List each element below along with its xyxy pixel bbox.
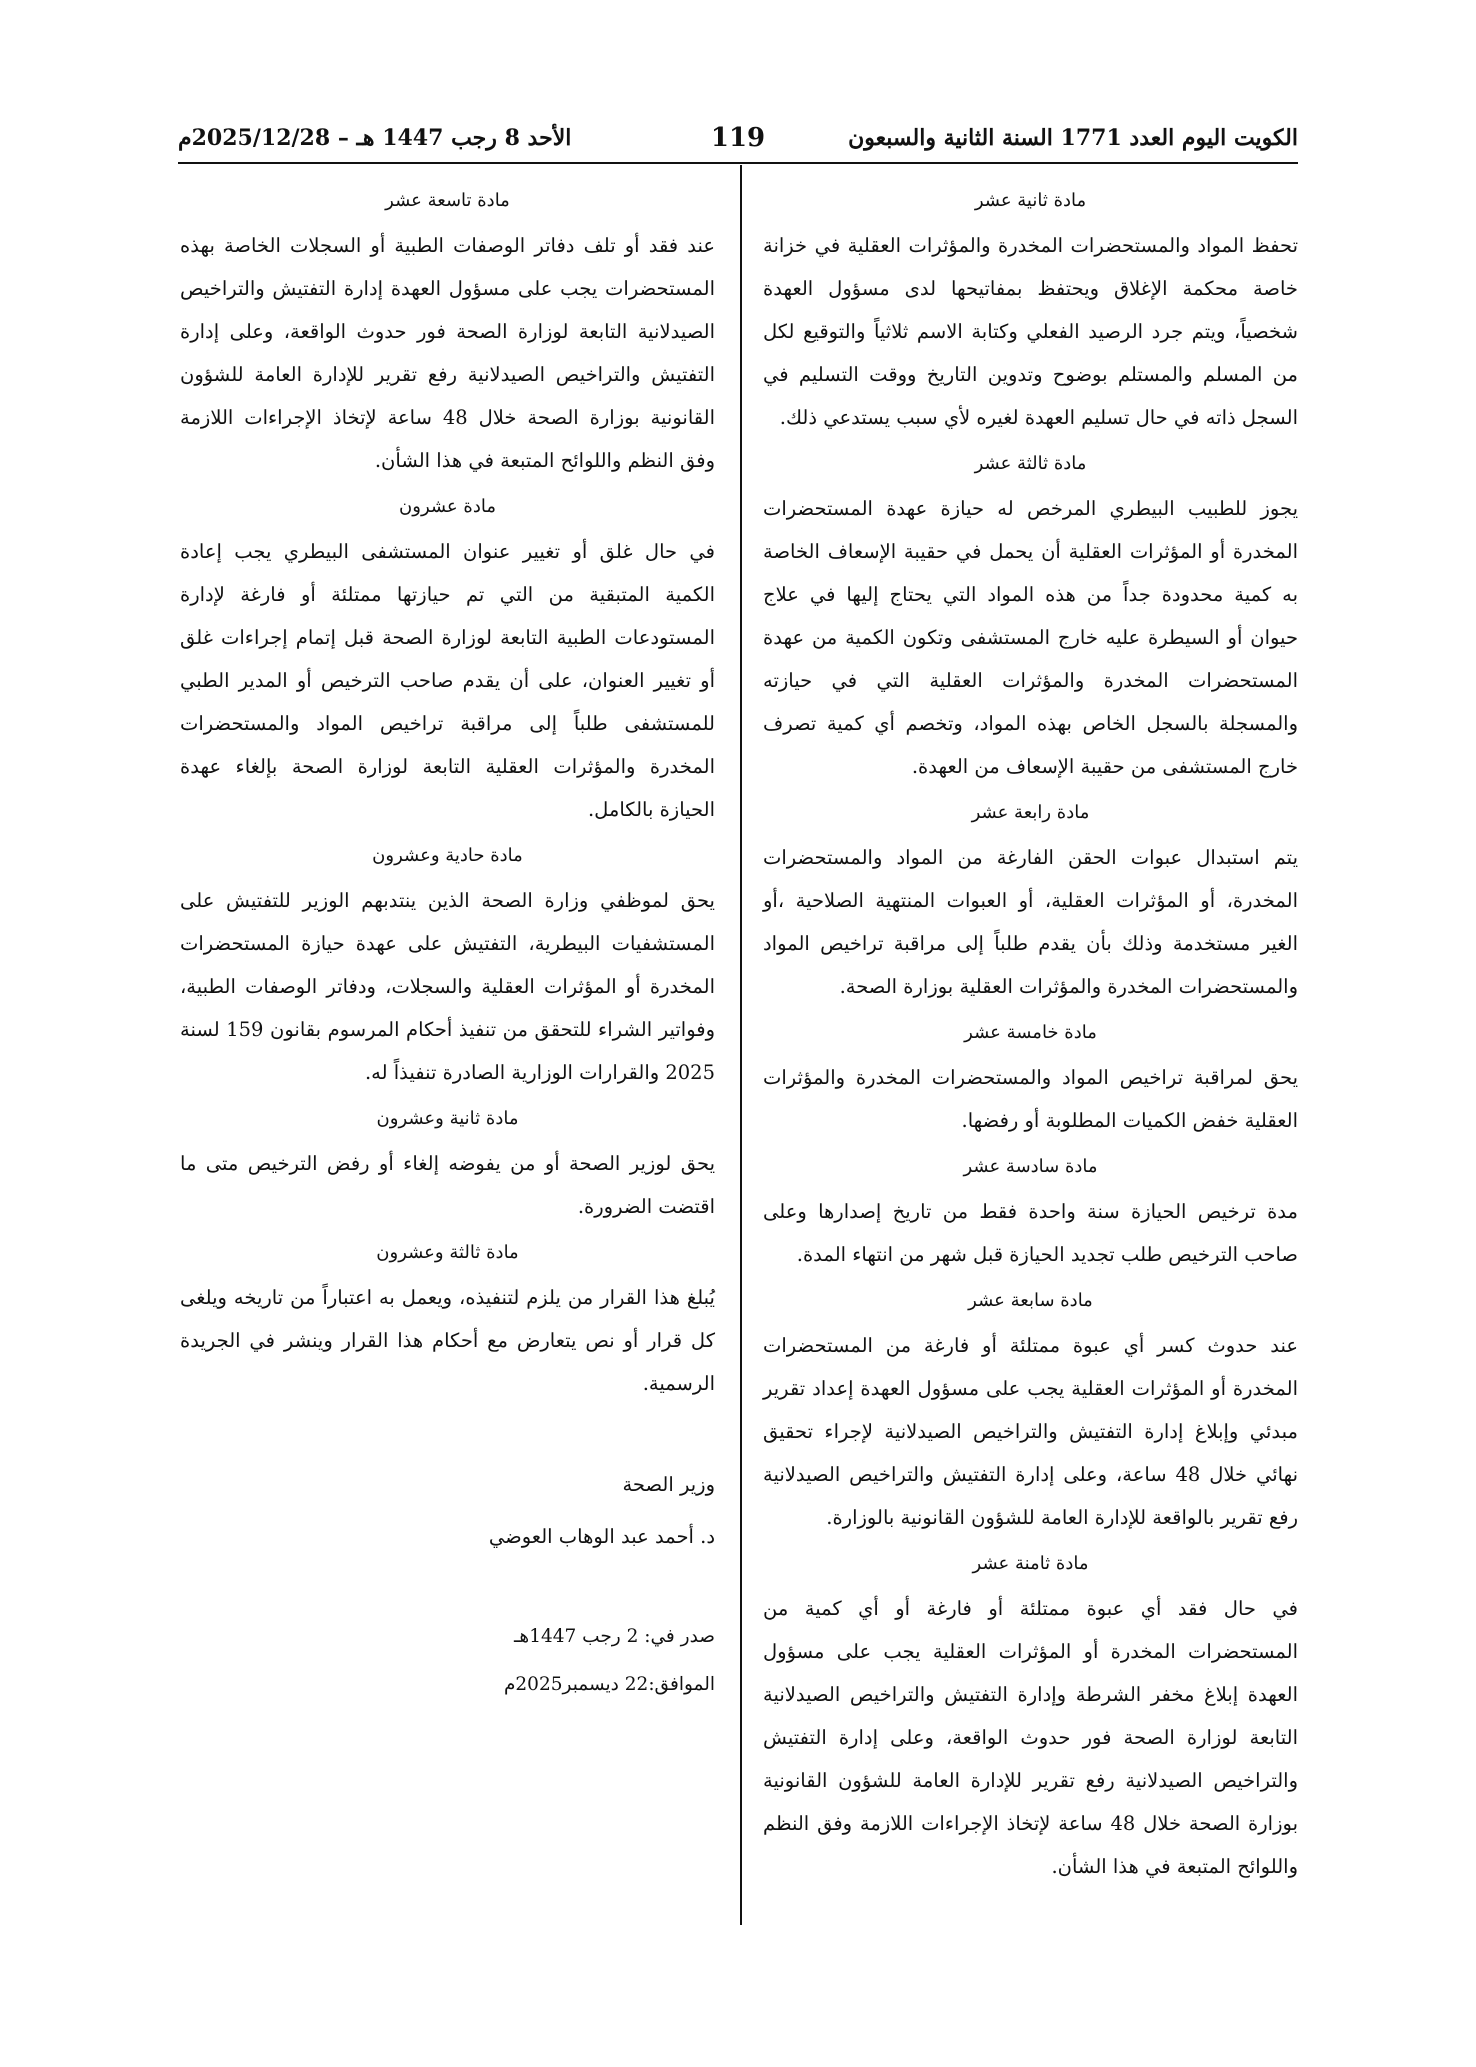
minister-title: وزير الصحة: [622, 1473, 715, 1496]
article-title: مادة تاسعة عشر: [385, 190, 510, 211]
page-number: 119: [710, 123, 766, 153]
page-header: [178, 118, 1298, 158]
article-title: مادة ثالثة عشر: [974, 453, 1087, 474]
right-column: [763, 178, 1298, 1894]
article-13: [763, 445, 1298, 788]
article-body: يُبلغ هذا القرار من يلزم لتنفيذه، ويعمل به اعتباراً من تاريخه ويلغى كل قرار أو نص يتعارض مع أحكام هذا القرار وينشر في الجريدة الرسمية.: [180, 1286, 715, 1395]
article-23: [180, 1234, 715, 1405]
article-body: عند حدوث كسر أي عبوة ممتلئة أو فارغة من المستحضرات المخدرة أو المؤثرات العقلية يجب على مسؤول العهدة إعداد تقرير مبدئي وإبلاغ إدارة التفتيش والتراخيص الصيدلانية لإجراء تحقيق نهائي خلال 48 ساعة، وعلى إدارة التفتيش والتراخيص الصيدلانية رفع تقرير بالواقعة للإدارة العامة للشؤون القانونية بالوزارة.: [763, 1334, 1298, 1529]
article-18: [763, 1545, 1298, 1888]
issued-hijri-date: صدر في: 2 رجب 1447هـ: [514, 1626, 715, 1647]
article-body: يحق لموظفي وزارة الصحة الذين ينتدبهم الوزير للتفتيش على المستشفيات البيطرية، التفتيش على عهدة حيازة المستحضرات المخدرة أو المؤثرات العقلية والسجلات، ودفاتر الوصفات الطبية، وفواتير الشراء للتحقق من تنفيذ أحكام المرسوم بقانون 159 لسنة 2025 والقرارات الوزارية الصادرة تنفيذاً له.: [180, 889, 716, 1084]
article-body: يجوز للطبيب البيطري المرخص له حيازة عهدة المستحضرات المخدرة أو المؤثرات العقلية أن يحمل في حقيبة الإسعاف الخاصة به كمية محدودة جداً من هذه المواد التي يحتاج إليها في علاج حيوان أو السيطرة عليه خارج المستشفى وتكون الكمية من عهدة المستحضرات المخدرة والمؤثرات العقلية التي في حيازته والمسجلة بالسجل الخاص بهذه المواد، وتخصم أي كمية تصرف خارج المستشفى من حقيبة الإسعاف من العهدة.: [763, 497, 1298, 778]
column-divider: [740, 165, 742, 1925]
article-title: مادة سابعة عشر: [968, 1290, 1093, 1311]
article-22: [180, 1100, 715, 1228]
header-issue-info: الكويت اليوم العدد 1771 السنة الثانية والسبعون: [848, 125, 1298, 151]
article-title: مادة ثامنة عشر: [972, 1553, 1089, 1574]
article-17: [763, 1282, 1298, 1539]
article-16: [763, 1148, 1298, 1276]
header-date: الأحد 8 رجب 1447 هـ – 2025/12/28م: [178, 125, 572, 151]
left-column: [180, 178, 715, 1709]
article-body: مدة ترخيص الحيازة سنة واحدة فقط من تاريخ إصدارها وعلى صاحب الترخيص طلب تجديد الحيازة قبل شهر من انتهاء المدة.: [763, 1200, 1298, 1266]
article-title: مادة رابعة عشر: [971, 802, 1090, 823]
article-12: [763, 182, 1298, 439]
minister-name: د. أحمد عبد الوهاب العوضي: [488, 1525, 715, 1548]
issued-gregorian-date: الموافق:22 ديسمبر2025م: [503, 1674, 715, 1695]
article-title: مادة خامسة عشر: [964, 1022, 1097, 1043]
article-21: [180, 837, 715, 1094]
issue-date-block: [180, 1613, 715, 1709]
article-title: مادة ثانية عشر: [974, 190, 1087, 211]
header-rule: [178, 162, 1298, 164]
article-title: مادة ثالثة وعشرون: [376, 1242, 519, 1263]
article-body: عند فقد أو تلف دفاتر الوصفات الطبية أو السجلات الخاصة بهذه المستحضرات يجب على مسؤول العهدة إدارة التفتيش والتراخيص الصيدلانية التابعة لوزارة الصحة فور حدوث الواقعة، وعلى إدارة التفتيش والتراخيص الصيدلانية رفع تقرير للإدارة العامة للشؤون القانونية بوزارة الصحة خلال 48 ساعة لإتخاذ الإجراءات اللازمة وفق النظم واللوائح المتبعة في هذا الشأن.: [180, 234, 715, 472]
article-body: في حال فقد أي عبوة ممتلئة أو فارغة أو أي كمية من المستحضرات المخدرة أو المؤثرات العقلية يجب على مسؤول العهدة إبلاغ مخفر الشرطة وإدارة التفتيش والتراخيص الصيدلانية التابعة لوزارة الصحة فور حدوث الواقعة، وعلى إدارة التفتيش والتراخيص الصيدلانية رفع تقرير للإدارة العامة للشؤون القانونية بوزارة الصحة خلال 48 ساعة لإتخاذ الإجراءات اللازمة وفق النظم واللوائح المتبعة في هذا الشأن.: [763, 1597, 1298, 1878]
article-body: يحق لمراقبة تراخيص المواد والمستحضرات المخدرة والمؤثرات العقلية خفض الكميات المطلوبة أو رفضها.: [763, 1066, 1298, 1132]
article-body: تحفظ المواد والمستحضرات المخدرة والمؤثرات العقلية في خزانة خاصة محكمة الإغلاق ويحتفظ بمفاتيحها لدى مسؤول العهدة شخصياً، ويتم جرد الرصيد الفعلي وكتابة الاسم ثلاثياً والتوقيع لكل من المسلم والمستلم بوضوح وتدوين التاريخ ووقت التسليم في السجل ذاته في حال تسليم العهدة لغيره لأي سبب يستدعي ذلك.: [763, 234, 1298, 429]
article-body: في حال غلق أو تغيير عنوان المستشفى البيطري يجب إعادة الكمية المتبقية من التي تم حيازتها ممتلئة أو فارغة لإدارة المستودعات الطبية التابعة لوزارة الصحة قبل إتمام إجراءات غلق أو تغيير العنوان، على أن يقدم صاحب الترخيص أو المدير الطبي للمستشفى طلباً إلى مراقبة تراخيص المواد والمستحضرات المخدرة والمؤثرات العقلية التابعة لوزارة الصحة بإلغاء عهدة الحيازة بالكامل.: [180, 540, 715, 821]
article-20: [180, 488, 715, 831]
article-title: مادة عشرون: [399, 496, 496, 517]
article-body: يحق لوزير الصحة أو من يفوضه إلغاء أو رفض الترخيص متى ما اقتضت الضرورة.: [180, 1152, 715, 1218]
article-14: [763, 794, 1298, 1008]
article-15: [763, 1014, 1298, 1142]
signature-block: [180, 1459, 715, 1563]
article-title: مادة سادسة عشر: [963, 1156, 1098, 1177]
article-body: يتم استبدال عبوات الحقن الفارغة من المواد والمستحضرات المخدرة، أو المؤثرات العقلية، أو العبوات المنتهية الصلاحية ،أو الغير مستخدمة وذلك بأن يقدم طلباً إلى مراقبة تراخيص المواد والمستحضرات المخدرة والمؤثرات العقلية بوزارة الصحة.: [763, 846, 1298, 998]
article-title: مادة حادية وعشرون: [372, 845, 523, 866]
article-title: مادة ثانية وعشرون: [376, 1108, 519, 1129]
article-19: [180, 182, 715, 482]
